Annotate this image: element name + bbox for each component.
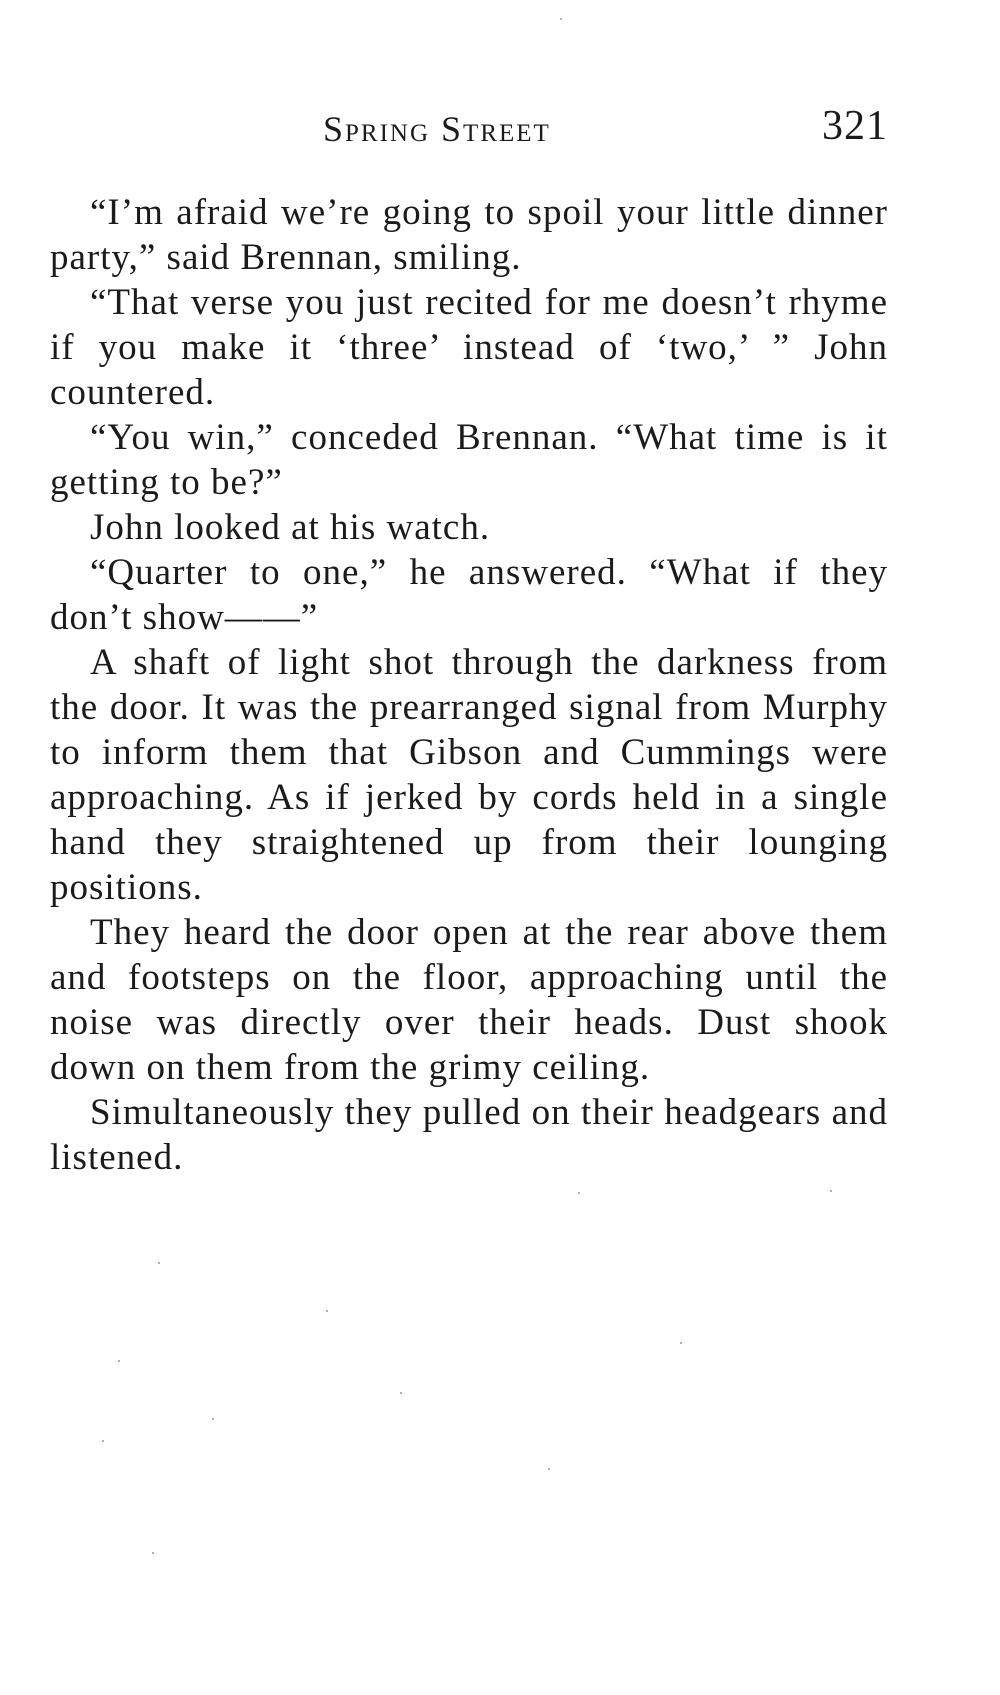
page-number: 321 (822, 103, 888, 149)
scan-speck (400, 1392, 402, 1394)
scan-speck (158, 1262, 160, 1264)
paragraph: John looked at his watch. (90, 507, 491, 548)
scan-speck (830, 1190, 832, 1192)
scan-speck (548, 1468, 550, 1470)
scan-speck (102, 1440, 104, 1442)
paragraph: “Quarter to one,” he answered. “What if they don’t show——” (50, 552, 888, 638)
running-head (50, 102, 888, 152)
scan-speck (578, 1192, 580, 1194)
paragraph: “You win,” conceded Brennan. “What time is it getting to be?” (50, 417, 888, 503)
paragraph: They heard the door open at the rear above them and footsteps on the floor, approaching until the noise was directly over their heads. Dust shook down on them from the grimy ceiling. (50, 912, 888, 1088)
scan-speck (152, 1552, 154, 1554)
scan-speck (326, 1310, 328, 1312)
paragraph: A shaft of light shot through the darkness from the door. It was the prearranged signal from Murphy to inform them that Gibson and Cummings were approaching. As if jerked by cords held in a single hand they straightened up from their lounging positions. (50, 642, 888, 908)
scan-speck (680, 1342, 682, 1344)
paragraph: “I’m afraid we’re going to spoil your little dinner party,” said Brennan, smiling. (50, 192, 888, 278)
scan-speck (212, 1418, 214, 1420)
paragraph: Simultaneously they pulled on their headgears and listened. (50, 1092, 888, 1178)
running-head-title: Spring Street (323, 109, 551, 149)
body-text (50, 190, 888, 1180)
paragraph: “That verse you just recited for me doesn’t rhyme if you make it ‘three’ instead of ‘two,’ ” John countered. (50, 282, 888, 413)
scan-speck (118, 1360, 120, 1362)
scan-speck (560, 18, 562, 20)
